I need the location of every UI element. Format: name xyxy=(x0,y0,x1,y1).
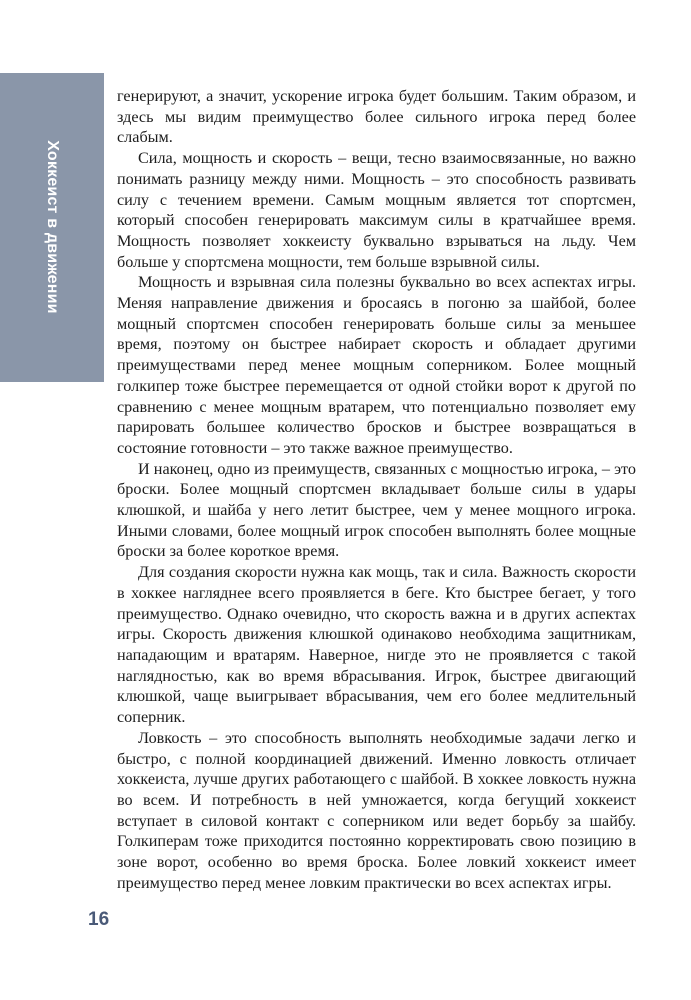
paragraph-agility: Ловкость – это способность выполнять необходимые задачи легко и быстро, с полной координацией движений. Именно ловкость отличает хоккеиста, лучше других работающего с шайбой. В хоккее ловкость нужна во всем. И потребность в ней умножается, когда бегущий хоккеист вступает в силовой контакт с соперником или ведет борьбу за шайбу. Голкиперам тоже приходится постоянно корректировать свою позицию в зоне ворот, особенно во время броска. Более ловкий хоккеист имеет преимущество перед менее ловким практически во всех аспектах игры. xyxy=(117,728,636,892)
chapter-side-tab xyxy=(0,73,104,382)
paragraph-continuation: генерируют, а значит, ускорение игрока будет большим. Таким образом, и здесь мы видим преимущество более сильного игрока перед более слабым. xyxy=(117,87,636,147)
paragraph-explosive-strength: Мощность и взрывная сила полезны буквально во всех аспектах игры. Меняя направление движения и бросаясь в погоню за шайбой, более мощный спортсмен способен генерировать больше силы за меньшее время, поэтому он быстрее набирает скорость и обладает другими преимуществами перед менее мощным соперником. Более мощный голкипер тоже быстрее перемещается от одной стойки ворот к другой по сравнению с менее мощным вратарем, что потенциально позволяет ему парировать большее количество бросков и быстрее возвращаться в состояние готовности – это также важное преимущество. xyxy=(117,273,636,457)
paragraph-shots: И наконец, одно из преимуществ, связанных с мощностью игрока, – это броски. Более мощный спортсмен вкладывает больше силы в удары клюшкой, и шайба у него летит быстрее, чем у менее мощного игрока. Иными словами, более мощный игрок способен выполнять более мощные броски за более короткое время. xyxy=(117,459,636,561)
paragraph-power-definition: Сила, мощность и скорость – вещи, тесно взаимосвязанные, но важно понимать разницу между ними. Мощность – это способность развивать силу с течением времени. Самым мощным является тот спортсмен, который способен генерировать максимум силы в кратчайшее время. Мощность позволяет хоккеисту буквально взрываться на льду. Чем больше у спортсмена мощности, тем больше взрывной силы. xyxy=(117,149,636,271)
chapter-title-vertical: Хоккеист в движении xyxy=(44,140,61,314)
page-number: 16 xyxy=(88,909,110,930)
body-text xyxy=(117,86,636,893)
paragraph-speed: Для создания скорости нужна как мощь, так и сила. Важность скорости в хоккее нагляднее всего проявляется в беге. Кто быстрее бегает, у того преимущество. Однако очевидно, что скорость важна и в других аспектах игры. Скорость движения клюшкой одинаково необходима защитникам, нападающим и вратарям. Наверное, нигде это не проявляется с такой наглядностью, как во время вбрасывания. Игрок, быстрее двигающий клюшкой, чаще выигрывает вбрасывания, чем его более медлительный соперник. xyxy=(117,563,636,727)
